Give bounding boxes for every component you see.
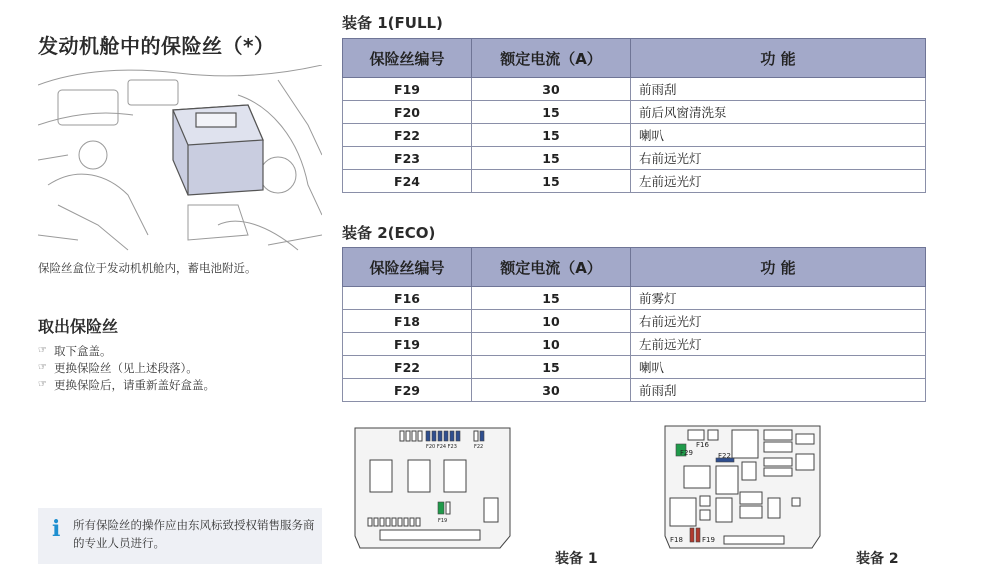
info-note — [38, 508, 322, 564]
diagram1-top-fuse-labels: F20 F24 F23 — [426, 444, 457, 450]
column-header-fuse-no: 保险丝编号 — [343, 39, 472, 78]
table-row: F16 15 前雾灯 — [343, 287, 926, 310]
table-row: F24 15 左前远光灯 — [343, 170, 926, 193]
column-header-function: 功 能 — [631, 39, 926, 78]
step-item: ☞ 更换保险丝（见上述段落）。 — [38, 360, 198, 375]
pointing-hand-icon: ☞ — [38, 362, 47, 373]
diagram1-f22-label: F22 — [474, 444, 484, 450]
diagram2-f29-label: F29 — [680, 449, 693, 457]
column-header-current: 额定电流（A） — [472, 248, 631, 287]
step-item: ☞ 更换保险后，请重新盖好盒盖。 — [38, 377, 215, 392]
remove-fuse-heading: 取出保险丝 — [38, 317, 119, 336]
table1-title: 装备 1(FULL) — [342, 14, 443, 32]
fusebox-location-caption: 保险丝盒位于发动机机舱内，蓄电池附近。 — [38, 261, 257, 275]
table-row: F19 30 前雨刮 — [343, 78, 926, 101]
step-item: ☞ 取下盒盖。 — [38, 343, 112, 358]
info-note-text: 所有保险丝的操作应由东风标致授权销售服务商的专业人员进行。 — [73, 518, 315, 550]
fusebox-diagram-full — [350, 418, 520, 558]
table-row: F23 15 右前远光灯 — [343, 147, 926, 170]
pointing-hand-icon: ☞ — [38, 345, 47, 356]
table-row: F22 15 喇叭 — [343, 356, 926, 379]
engine-bay-illustration — [38, 65, 322, 255]
table-row: F29 30 前雨刮 — [343, 379, 926, 402]
diagram1-f19-label: F19 — [438, 518, 448, 524]
table-row: F20 15 前后风窗清洗泵 — [343, 101, 926, 124]
diagram1-label: 装备 1 — [555, 551, 598, 567]
diagram2-f19-label: F19 — [702, 536, 715, 544]
diagram2-label: 装备 2 — [856, 551, 899, 567]
column-header-function: 功 能 — [631, 248, 926, 287]
pointing-hand-icon: ☞ — [38, 379, 47, 390]
page-title: 发动机舱中的保险丝（*） — [38, 34, 275, 58]
info-icon: i — [52, 516, 61, 542]
table-row: F22 15 喇叭 — [343, 124, 926, 147]
fusebox-diagram-eco — [660, 418, 830, 558]
remove-fuse-steps — [38, 342, 215, 393]
table-row: F19 10 左前远光灯 — [343, 333, 926, 356]
column-header-fuse-no: 保险丝编号 — [343, 248, 472, 287]
fuse-table-full — [342, 38, 926, 193]
diagram2-f22-label: F22 — [718, 452, 731, 460]
table2-title: 装备 2(ECO) — [342, 224, 436, 242]
fuse-table-eco — [342, 247, 926, 402]
diagram2-f18-label: F18 — [670, 536, 683, 544]
table-row: F18 10 右前远光灯 — [343, 310, 926, 333]
diagram2-f16-label: F16 — [696, 441, 709, 449]
column-header-current: 额定电流（A） — [472, 39, 631, 78]
